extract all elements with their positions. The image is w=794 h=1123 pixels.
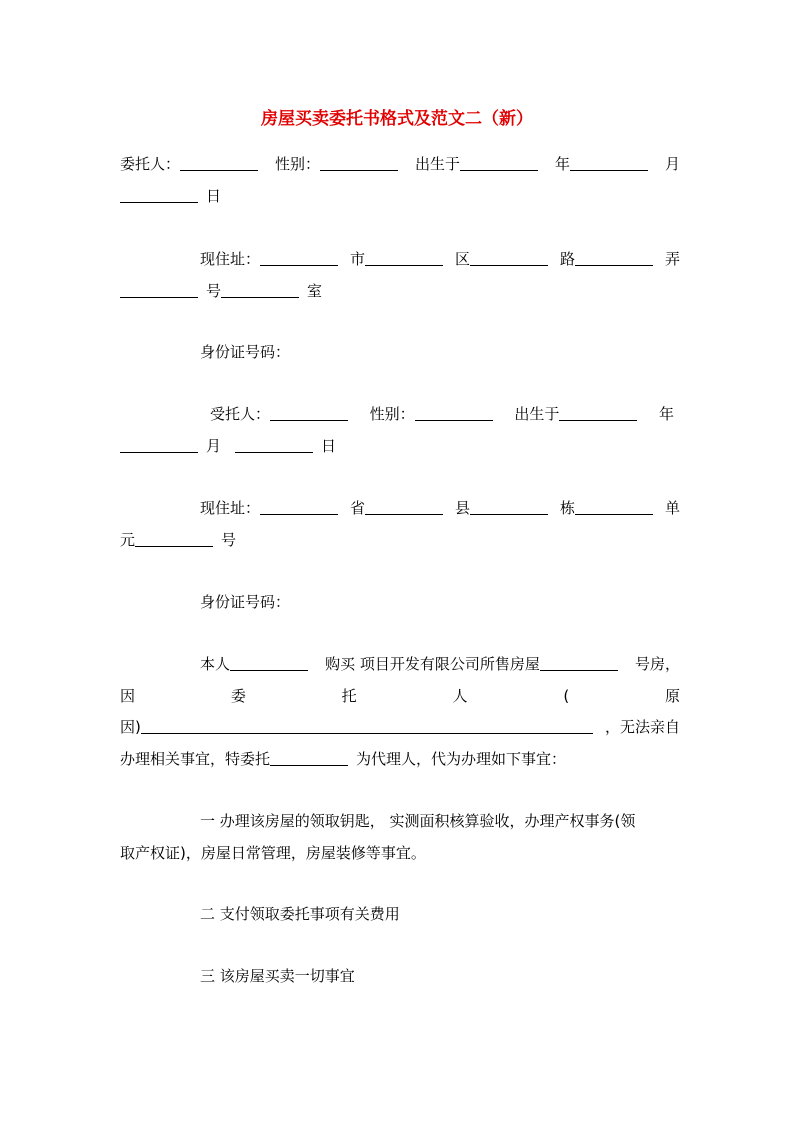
principal-road-label: 路 (559, 250, 575, 268)
agent-address-label: 现住址： (200, 499, 261, 517)
agent-month-label: 月 (206, 437, 222, 455)
body-line-3 (120, 716, 680, 738)
agent-day-blank (235, 436, 313, 453)
agent-address-blank-4 (575, 498, 653, 515)
body-agent-blank (270, 749, 348, 766)
agent-label: 受托人： (210, 405, 271, 423)
principal-address-blank-1 (260, 249, 338, 266)
agent-unit-label-a: 单 (664, 499, 680, 517)
principal-address-line-2 (120, 280, 680, 302)
agent-address-blank-2 (365, 498, 443, 515)
principal-address-blank-6 (221, 281, 299, 298)
principal-month-label: 月 (664, 155, 680, 173)
body-text-c: 号房， (634, 655, 680, 673)
agent-address-line-1 (200, 497, 680, 519)
spread-char: 人 (452, 687, 468, 705)
spread-char: 托 (341, 687, 357, 705)
body-line-2 (120, 685, 680, 707)
agent-id-label: 身份证号码： (200, 593, 291, 611)
item-3: 三 该房屋买卖一切事宜 (200, 967, 355, 985)
body-text-e: ，无法亲自 (604, 718, 680, 736)
principal-address-blank-2 (365, 249, 443, 266)
body-name-blank (230, 654, 308, 671)
spread-char: ( (563, 687, 570, 705)
agent-line-1 (210, 403, 674, 425)
body-text-f: 办理相关事宜，特委托 (120, 750, 271, 768)
body-reason-blank (141, 717, 593, 734)
agent-building-label: 栋 (559, 499, 575, 517)
principal-number-label: 号 (206, 282, 222, 300)
body-line-1 (200, 653, 680, 675)
principal-day-label: 日 (206, 187, 222, 205)
agent-gender-blank (415, 404, 493, 421)
body-text-a: 本人 (200, 655, 231, 673)
principal-lane-label: 弄 (664, 250, 680, 268)
spread-char: 委 (230, 687, 246, 705)
item-2: 二 支付领取委托事项有关费用 (200, 905, 400, 923)
principal-address-blank-3 (470, 249, 548, 266)
body-room-blank (540, 654, 618, 671)
agent-address-blank-1 (260, 498, 338, 515)
principal-line-2 (120, 185, 680, 207)
agent-year-blank (559, 404, 637, 421)
principal-label: 委托人： (120, 155, 181, 173)
agent-born-label: 出生于 (514, 405, 560, 423)
agent-year-label: 年 (658, 405, 674, 423)
agent-day-label: 日 (321, 437, 337, 455)
principal-address-blank-4 (575, 249, 653, 266)
agent-name-blank (270, 404, 348, 421)
principal-address-line-1 (200, 248, 680, 270)
principal-year-blank (460, 154, 538, 171)
agent-province-label: 省 (349, 499, 365, 517)
principal-address-label: 现住址： (200, 250, 261, 268)
principal-day-blank (120, 186, 198, 203)
agent-month-blank (120, 436, 198, 453)
principal-id-label: 身份证号码： (200, 343, 291, 361)
principal-city-label: 市 (349, 250, 365, 268)
agent-number-label: 号 (221, 531, 237, 549)
principal-born-label: 出生于 (414, 155, 460, 173)
document-title: 房屋买卖委托书格式及范文二（新） (261, 109, 533, 129)
body-text-b: 购买 项目开发有限公司所售房屋 (325, 655, 540, 673)
agent-unit-label-b: 元 (120, 531, 136, 549)
agent-line-2 (120, 435, 680, 457)
spread-char: 因 (120, 687, 136, 705)
agent-address-line-2 (120, 529, 680, 551)
item-1-line-1: 一 办理该房屋的领取钥匙， 实测面积核算验收，办理产权事务(领 (200, 812, 636, 830)
spread-char: 原 (664, 687, 680, 705)
agent-county-label: 县 (454, 499, 470, 517)
principal-room-label: 室 (307, 282, 323, 300)
agent-gender-label: 性别： (369, 405, 415, 423)
principal-name-blank (180, 154, 258, 171)
principal-address-blank-5 (120, 281, 198, 298)
principal-gender-blank (320, 154, 398, 171)
body-text-g: 为代理人，代为办理如下事宜： (356, 750, 567, 768)
principal-district-label: 区 (454, 250, 470, 268)
agent-address-blank-3 (470, 498, 548, 515)
principal-year-label: 年 (554, 155, 570, 173)
principal-month-blank (570, 154, 648, 171)
body-line-4 (120, 748, 680, 770)
agent-address-blank-5 (135, 530, 213, 547)
body-text-d: 因) (120, 718, 141, 736)
principal-line-1 (120, 153, 680, 175)
item-1-line-2: 取产权证)，房屋日常管理，房屋装修等事宜。 (120, 844, 426, 862)
principal-gender-label: 性别： (274, 155, 320, 173)
